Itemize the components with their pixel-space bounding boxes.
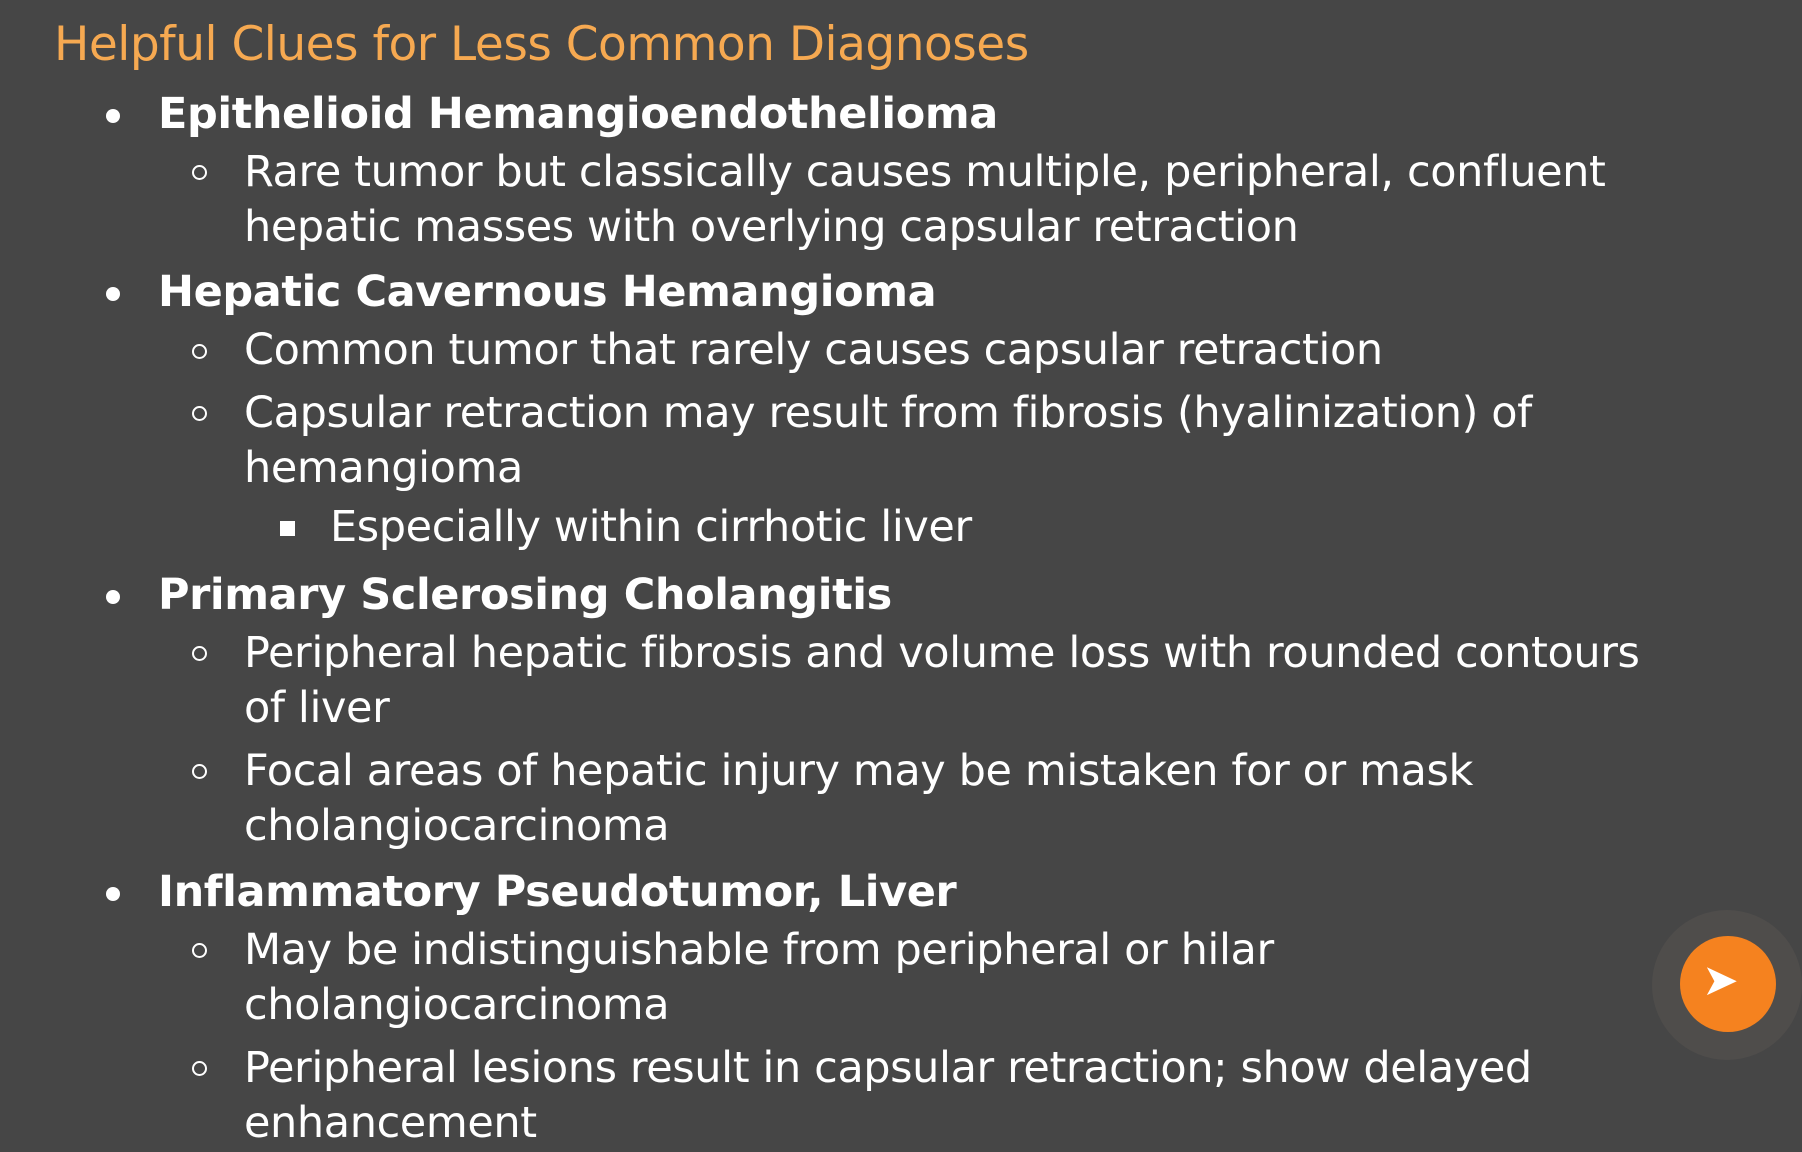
section-point: Common tumor that rarely causes capsular retraction — [244, 325, 1383, 375]
section-point: May be indistinguishable from peripheral or hilar cholangiocarcinoma — [244, 925, 1274, 1030]
section-point: Peripheral hepatic fibrosis and volume loss with rounded contours of liver — [244, 628, 1640, 733]
sub-bullet-icon — [192, 1061, 207, 1076]
bullet-icon — [106, 287, 120, 301]
section-heading: Epithelioid Hemangioendothelioma — [158, 89, 998, 139]
next-arrow-icon: ➤ — [1702, 955, 1739, 1006]
sub-bullet-icon — [192, 764, 207, 779]
section-heading: Hepatic Cavernous Hemangioma — [158, 267, 937, 317]
slide-title: Helpful Clues for Less Common Diagnoses — [54, 17, 1029, 72]
sub-bullet-icon — [192, 646, 207, 661]
sub-bullet-icon — [192, 943, 207, 958]
section-point: Capsular retraction may result from fibrosis (hyalinization) of hemangioma — [244, 388, 1532, 493]
section-point: Peripheral lesions result in capsular retraction; show delayed enhancement — [244, 1043, 1532, 1148]
section-heading: Primary Sclerosing Cholangitis — [158, 570, 892, 620]
section-heading: Inflammatory Pseudotumor, Liver — [158, 867, 957, 917]
section-point: Rare tumor but classically causes multiple, peripheral, confluent hepatic masses with overlying capsular retraction — [244, 147, 1606, 252]
square-bullet-icon — [280, 521, 295, 536]
section-subpoint: Especially within cirrhotic liver — [330, 502, 972, 552]
section-point: Focal areas of hepatic injury may be mistaken for or mask cholangiocarcinoma — [244, 746, 1474, 851]
sub-bullet-icon — [192, 165, 207, 180]
next-slide-button[interactable] — [1680, 936, 1776, 1032]
sub-bullet-icon — [192, 344, 207, 359]
bullet-icon — [106, 590, 120, 604]
bullet-icon — [106, 109, 120, 123]
sub-bullet-icon — [192, 406, 207, 421]
bullet-icon — [106, 887, 120, 901]
